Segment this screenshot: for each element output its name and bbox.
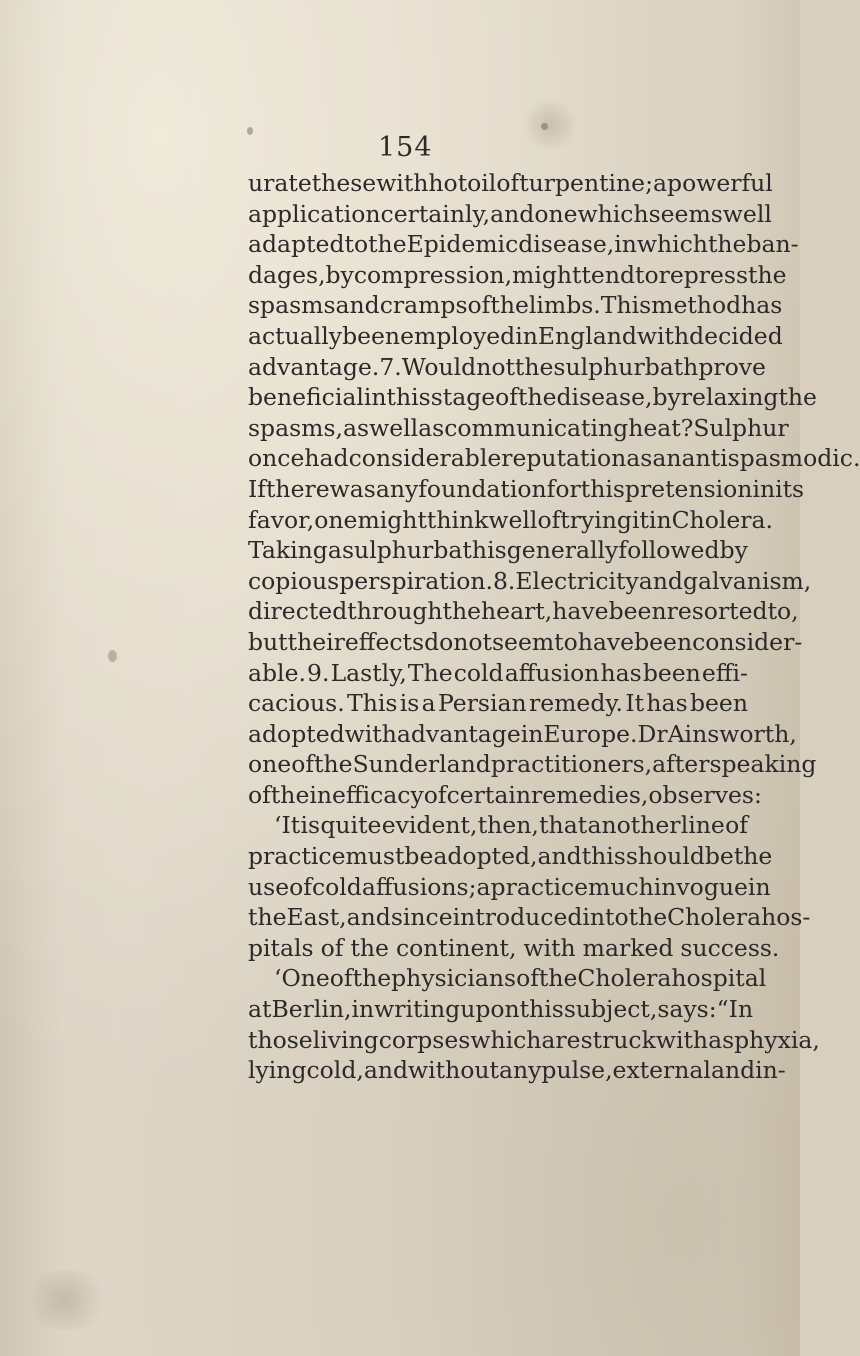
text-line: copious perspiration. 8. Electricity and galvanism, (248, 566, 812, 595)
text-line: ‘One of the physicians of the Cholera hospital (274, 964, 767, 993)
text-line: adopted with advantage in Europe. Dr Ainsworth, (248, 719, 797, 748)
text-line: actually been employed in England with decided (248, 321, 783, 350)
text-line: dages, by compression, might tend to repress the (248, 260, 787, 289)
text-line: favor, one might think well of trying it in Cholera. (248, 505, 773, 534)
text-line: those living corpses which are struck with asphyxia, (248, 1025, 820, 1054)
text-line: cacious. This is a Persian remedy. It has been (248, 689, 748, 718)
text-line: of the inefficacy of certain remedies, observes: (248, 780, 762, 809)
text-line: lying cold, and without any pulse, external and in- (248, 1056, 786, 1085)
paper-stain (520, 100, 580, 150)
text-line: use of cold affusions; a practice much in vogue in (248, 872, 771, 901)
text-line: able. 9. Lastly, The cold affusion has been effi- (248, 658, 748, 687)
text-line: at Berlin, in writing upon this subject, says: “In (248, 995, 754, 1024)
text-line: but their effects do not seem to have been consider- (248, 627, 803, 656)
text-line: directed through the heart, have been resorted to, (248, 597, 799, 626)
page-number: 154 (378, 132, 433, 163)
text-line: ‘It is quite evident, then, that another line of (274, 811, 748, 840)
text-line: If there was any foundation for this pretension in its (248, 474, 805, 503)
text-line: once had considerable reputation as an antispasmodic. (248, 444, 860, 473)
text-line: one of the Sunderland practitioners, after speaking (248, 750, 817, 779)
text-line: spasms, as well as communicating heat? Sulphur (248, 413, 789, 442)
text-line: spasms and cramps of the limbs. This method has (248, 291, 783, 320)
paper-speck (108, 650, 117, 662)
text-line: pitals of the continent, with marked success. (248, 933, 780, 962)
text-line: the East, and since introduced into the Cholera hos- (248, 903, 811, 932)
paper-speck (541, 123, 548, 130)
text-line: Taking a sulphur bath is generally followed by (248, 536, 748, 565)
paper-speck (247, 127, 253, 135)
text-line: application certainly, and one which seems well (248, 199, 772, 228)
text-line: beneficial in this stage of the disease, by relaxing the (248, 383, 817, 412)
text-line: urate these with hot oil of turpentine; a powerful (248, 169, 773, 197)
paper-stain (20, 1270, 110, 1330)
body-text (248, 168, 860, 1086)
text-line: adapted to the Epidemic disease, in which the ban- (248, 230, 799, 259)
text-line: advantage. 7. Would not the sulphur bath prove (248, 352, 766, 381)
text-line: practice must be adopted, and this should be the (248, 842, 773, 871)
